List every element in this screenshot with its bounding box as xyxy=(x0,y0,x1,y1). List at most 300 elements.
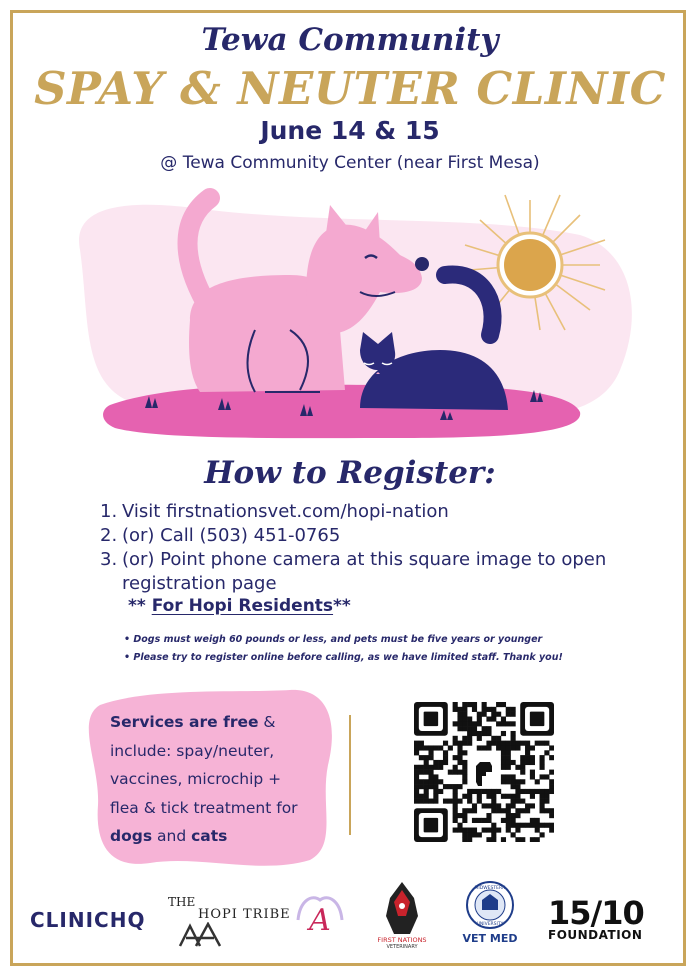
qr-module xyxy=(482,707,487,712)
qr-module xyxy=(544,774,549,779)
qr-module xyxy=(506,779,511,784)
qr-module xyxy=(530,794,535,799)
step-2-text: (or) Call (503) 451-0765 xyxy=(122,525,341,546)
qr-module xyxy=(515,828,520,833)
organizer-name: Tewa Community xyxy=(201,22,499,58)
qr-module xyxy=(515,765,520,770)
svg-text:A: A xyxy=(309,903,331,938)
qr-module xyxy=(511,712,516,717)
qr-module xyxy=(496,721,501,726)
qr-module xyxy=(540,789,545,794)
qr-module xyxy=(472,818,477,823)
qr-module xyxy=(540,803,545,808)
qr-module xyxy=(515,779,520,784)
qr-module xyxy=(549,755,554,760)
qr-finder xyxy=(424,712,438,726)
hopi-residents-label: ** For Hopi Residents** xyxy=(128,596,351,616)
qr-module xyxy=(462,837,467,842)
qr-module xyxy=(544,823,549,828)
qr-module xyxy=(520,808,525,813)
qr-module xyxy=(540,760,545,765)
qr-module xyxy=(433,784,438,789)
qr-module xyxy=(457,828,462,833)
qr-module xyxy=(472,702,477,707)
qr-module xyxy=(506,721,511,726)
qr-module xyxy=(424,789,429,794)
qr-module xyxy=(453,770,458,775)
qr-module xyxy=(525,823,530,828)
first-nations-wolf-icon xyxy=(382,880,422,936)
qr-module xyxy=(511,760,516,765)
qr-module xyxy=(549,784,554,789)
qr-module xyxy=(472,828,477,833)
qr-module xyxy=(424,770,429,775)
qr-module xyxy=(462,808,467,813)
qr-module xyxy=(520,779,525,784)
qr-pattern xyxy=(414,702,554,842)
qr-module xyxy=(515,837,520,842)
qr-module xyxy=(453,755,458,760)
qr-module xyxy=(496,702,501,707)
qr-module xyxy=(549,789,554,794)
qr-module xyxy=(467,794,472,799)
dog-cat-illustration xyxy=(60,180,640,450)
qr-module xyxy=(467,702,472,707)
qr-finder xyxy=(530,712,544,726)
qr-module xyxy=(496,741,501,746)
qr-module xyxy=(496,828,501,833)
step-1-text: Visit firstnationsvet.com/hopi-nation xyxy=(122,501,449,522)
qr-module xyxy=(511,774,516,779)
qr-module xyxy=(419,745,424,750)
qr-module xyxy=(544,789,549,794)
qr-module xyxy=(453,789,458,794)
qr-module xyxy=(472,721,477,726)
qr-module xyxy=(457,750,462,755)
step-1: 1. Visit firstnationsvet.com/hopi-nation xyxy=(100,501,449,522)
qr-module xyxy=(530,823,535,828)
qr-module xyxy=(457,745,462,750)
qr-module xyxy=(462,712,467,717)
qr-module xyxy=(428,755,433,760)
qr-module xyxy=(486,707,491,712)
qr-module xyxy=(525,789,530,794)
qr-module xyxy=(453,702,458,707)
qr-module xyxy=(414,770,419,775)
midwestern-vetmed-logo: MIDWESTERN UNIVERSITY VET MED xyxy=(460,880,520,945)
qr-module xyxy=(453,765,458,770)
qr-module xyxy=(486,803,491,808)
qr-module xyxy=(457,755,462,760)
qr-module xyxy=(511,779,516,784)
qr-module xyxy=(424,745,429,750)
qr-module xyxy=(501,837,506,842)
qr-module xyxy=(506,774,511,779)
qr-module xyxy=(462,774,467,779)
qr-module xyxy=(530,837,535,842)
qr-module xyxy=(540,799,545,804)
qr-module xyxy=(486,731,491,736)
qr-module xyxy=(467,799,472,804)
qr-module xyxy=(491,808,496,813)
qr-module xyxy=(544,808,549,813)
qr-module xyxy=(462,832,467,837)
qr-module xyxy=(491,799,496,804)
qr-module xyxy=(540,741,545,746)
qr-module xyxy=(540,832,545,837)
qr-module xyxy=(501,750,506,755)
qr-module xyxy=(467,832,472,837)
qr-module xyxy=(511,832,516,837)
qr-module xyxy=(467,741,472,746)
qr-module xyxy=(544,794,549,799)
qr-module xyxy=(525,803,530,808)
event-location: @ Tewa Community Center (near First Mesa) xyxy=(160,153,540,173)
qr-module xyxy=(501,818,506,823)
qr-module xyxy=(501,741,506,746)
qr-module xyxy=(511,707,516,712)
sun-core xyxy=(504,239,556,291)
qr-module xyxy=(477,818,482,823)
qr-module xyxy=(477,794,482,799)
qr-module xyxy=(419,794,424,799)
qr-module xyxy=(457,721,462,726)
qr-module xyxy=(549,745,554,750)
qr-module xyxy=(467,837,472,842)
qr-module xyxy=(472,726,477,731)
qr-module xyxy=(520,789,525,794)
qr-module xyxy=(453,721,458,726)
qr-module xyxy=(428,784,433,789)
qr-module xyxy=(511,721,516,726)
qr-module xyxy=(433,799,438,804)
qr-module xyxy=(520,755,525,760)
first-nations-veterinary-logo: FIRST NATIONS VETERINARY xyxy=(372,880,432,950)
qr-module xyxy=(453,808,458,813)
qr-module xyxy=(462,702,467,707)
qr-module xyxy=(477,789,482,794)
qr-module xyxy=(515,745,520,750)
qr-module xyxy=(477,745,482,750)
qr-module xyxy=(535,779,540,784)
qr-module xyxy=(486,818,491,823)
qr-module xyxy=(428,765,433,770)
qr-module xyxy=(491,712,496,717)
qr-module xyxy=(414,794,419,799)
qr-module xyxy=(428,779,433,784)
qr-module xyxy=(506,828,511,833)
qr-module xyxy=(457,712,462,717)
qr-module xyxy=(486,837,491,842)
qr-module xyxy=(506,712,511,717)
qr-module xyxy=(511,794,516,799)
qr-module xyxy=(419,779,424,784)
qr-module xyxy=(525,741,530,746)
qr-module xyxy=(457,707,462,712)
qr-module xyxy=(491,828,496,833)
qr-module xyxy=(515,808,520,813)
qr-module xyxy=(501,745,506,750)
qr-module xyxy=(530,774,535,779)
qr-module xyxy=(520,837,525,842)
qr-module xyxy=(506,750,511,755)
hopi-tribe-icon xyxy=(178,922,228,948)
qr-module xyxy=(453,707,458,712)
qr-module xyxy=(530,745,535,750)
qr-module xyxy=(549,828,554,833)
qr-module xyxy=(424,779,429,784)
qr-module xyxy=(525,755,530,760)
vertical-divider xyxy=(349,715,351,835)
qr-module xyxy=(540,794,545,799)
qr-module xyxy=(530,770,535,775)
qr-module xyxy=(428,745,433,750)
qr-module xyxy=(491,736,496,741)
qr-module xyxy=(438,745,443,750)
qr-module xyxy=(491,794,496,799)
qr-module xyxy=(530,755,535,760)
qr-module xyxy=(462,721,467,726)
qr-module xyxy=(540,765,545,770)
note-item: • Please try to register online before calling, as we have limited staff. Thank you! xyxy=(124,652,563,663)
qr-module xyxy=(467,828,472,833)
qr-module xyxy=(457,726,462,731)
qr-module xyxy=(496,736,501,741)
qr-module xyxy=(491,741,496,746)
qr-module xyxy=(544,750,549,755)
qr-module xyxy=(511,823,516,828)
qr-module xyxy=(501,755,506,760)
qr-module xyxy=(482,818,487,823)
qr-module xyxy=(472,707,477,712)
qr-module xyxy=(438,779,443,784)
qr-module xyxy=(506,755,511,760)
qr-module xyxy=(486,794,491,799)
qr-module xyxy=(428,750,433,755)
qr-module xyxy=(472,731,477,736)
qr-module xyxy=(477,712,482,717)
svg-text:UNIVERSITY: UNIVERSITY xyxy=(476,922,504,927)
pink-ground xyxy=(103,385,580,439)
qr-module xyxy=(501,731,506,736)
qr-module xyxy=(482,745,487,750)
qr-module xyxy=(438,789,443,794)
hopi-tribe-logo: THE HOPI TRIBE xyxy=(168,895,291,952)
midwestern-seal-icon xyxy=(462,880,518,930)
qr-module xyxy=(462,750,467,755)
qr-module xyxy=(515,789,520,794)
qr-module xyxy=(482,828,487,833)
qr-module xyxy=(433,774,438,779)
qr-module xyxy=(443,750,448,755)
qr-module xyxy=(453,813,458,818)
qr-module xyxy=(457,823,462,828)
qr-module xyxy=(525,750,530,755)
qr-module xyxy=(477,721,482,726)
qr-module xyxy=(491,823,496,828)
qr-module xyxy=(491,837,496,842)
qr-module xyxy=(424,794,429,799)
qr-module xyxy=(448,770,453,775)
qr-module xyxy=(414,779,419,784)
qr-module xyxy=(520,823,525,828)
qr-module xyxy=(453,736,458,741)
qr-module xyxy=(453,803,458,808)
qr-module xyxy=(501,779,506,784)
qr-finder xyxy=(424,818,438,832)
qr-module xyxy=(472,808,477,813)
qr-module xyxy=(482,712,487,717)
qr-module xyxy=(511,784,516,789)
qr-module xyxy=(525,760,530,765)
qr-module xyxy=(506,808,511,813)
qr-module xyxy=(414,745,419,750)
qr-module xyxy=(530,760,535,765)
qr-module xyxy=(462,813,467,818)
qr-module xyxy=(520,770,525,775)
qr-module xyxy=(457,799,462,804)
qr-module xyxy=(433,760,438,765)
qr-module xyxy=(443,741,448,746)
qr-module xyxy=(511,731,516,736)
qr-module xyxy=(457,741,462,746)
eligibility-notes xyxy=(124,631,664,667)
qr-module xyxy=(535,741,540,746)
qr-module xyxy=(544,799,549,804)
qr-module xyxy=(549,813,554,818)
qr-module xyxy=(419,765,424,770)
qr-module xyxy=(506,823,511,828)
qr-module xyxy=(506,745,511,750)
qr-module xyxy=(486,716,491,721)
qr-module xyxy=(424,799,429,804)
qr-module xyxy=(462,779,467,784)
qr-module xyxy=(414,741,419,746)
qr-module xyxy=(467,716,472,721)
services-description: Services are free & include: spay/neuter, vaccines, microchip + flea & tick treatment for dogs and cats xyxy=(110,713,298,845)
qr-module xyxy=(433,794,438,799)
qr-module xyxy=(424,784,429,789)
clinic-title: SPAY & NEUTER CLINIC xyxy=(34,62,666,115)
qr-module xyxy=(477,716,482,721)
registration-qr-code[interactable] xyxy=(414,702,554,842)
qr-module xyxy=(433,779,438,784)
qr-module xyxy=(520,760,525,765)
a-initial-logo xyxy=(290,890,350,940)
qr-module xyxy=(457,760,462,765)
qr-module xyxy=(491,803,496,808)
qr-module xyxy=(424,755,429,760)
qr-module xyxy=(448,784,453,789)
qr-module xyxy=(419,799,424,804)
qr-module xyxy=(462,741,467,746)
qr-module xyxy=(506,760,511,765)
qr-module xyxy=(443,755,448,760)
qr-module xyxy=(525,808,530,813)
qr-module xyxy=(491,789,496,794)
qr-module xyxy=(467,808,472,813)
qr-module xyxy=(525,745,530,750)
qr-module xyxy=(486,813,491,818)
event-dates: June 14 & 15 xyxy=(260,116,440,145)
qr-module xyxy=(520,799,525,804)
qr-module xyxy=(535,818,540,823)
qr-module xyxy=(486,741,491,746)
qr-module xyxy=(540,774,545,779)
qr-module xyxy=(491,707,496,712)
qr-module xyxy=(462,765,467,770)
qr-module xyxy=(511,818,516,823)
qr-module xyxy=(453,741,458,746)
qr-module xyxy=(462,716,467,721)
qr-module xyxy=(515,784,520,789)
qr-module xyxy=(448,745,453,750)
qr-module xyxy=(453,799,458,804)
qr-module xyxy=(467,721,472,726)
qr-module xyxy=(438,765,443,770)
qr-module xyxy=(414,774,419,779)
qr-module xyxy=(414,799,419,804)
qr-module xyxy=(428,770,433,775)
qr-module xyxy=(496,745,501,750)
qr-module xyxy=(482,702,487,707)
qr-module xyxy=(511,736,516,741)
qr-module xyxy=(515,741,520,746)
qr-module xyxy=(515,813,520,818)
qr-module xyxy=(535,789,540,794)
qr-module xyxy=(515,799,520,804)
qr-module xyxy=(477,832,482,837)
qr-module xyxy=(511,745,516,750)
qr-module xyxy=(462,760,467,765)
qr-module xyxy=(467,789,472,794)
step-2: 2. (or) Call (503) 451-0765 xyxy=(100,525,341,546)
qr-module xyxy=(477,799,482,804)
qr-module xyxy=(506,707,511,712)
qr-module xyxy=(549,779,554,784)
qr-module xyxy=(438,760,443,765)
step-3: 3. (or) Point phone camera at this square image to open registration page xyxy=(100,548,660,596)
qr-module xyxy=(414,784,419,789)
qr-module xyxy=(453,794,458,799)
qr-module xyxy=(414,765,419,770)
qr-module xyxy=(462,707,467,712)
qr-module xyxy=(453,784,458,789)
qr-module xyxy=(511,813,516,818)
qr-module xyxy=(443,799,448,804)
qr-module xyxy=(496,789,501,794)
qr-module xyxy=(506,818,511,823)
qr-module xyxy=(424,760,429,765)
qr-module xyxy=(419,770,424,775)
qr-module xyxy=(414,750,419,755)
qr-module xyxy=(501,721,506,726)
qr-module xyxy=(486,828,491,833)
step-3-text: (or) Point phone camera at this square image to open registration page xyxy=(122,549,607,594)
qr-module xyxy=(496,808,501,813)
qr-module xyxy=(467,726,472,731)
note-item: • Dogs must weigh 60 pounds or less, and pets must be five years or younger xyxy=(124,634,543,645)
qr-module xyxy=(486,726,491,731)
qr-module xyxy=(457,770,462,775)
qr-module xyxy=(549,808,554,813)
qr-module xyxy=(501,808,506,813)
qr-module xyxy=(511,799,516,804)
qr-module xyxy=(496,803,501,808)
qr-module xyxy=(472,789,477,794)
clinichq-logo: CLINICHQ xyxy=(30,908,146,932)
how-to-register-heading: How to Register: xyxy=(204,455,496,491)
